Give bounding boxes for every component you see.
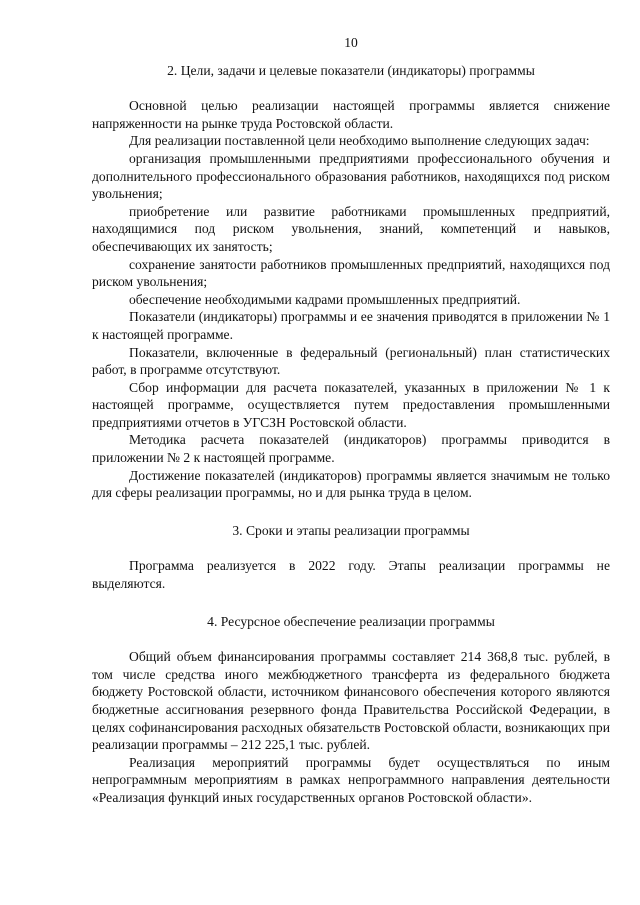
section-resources xyxy=(92,613,610,807)
paragraph: Программа реализуется в 2022 году. Этапы реализации программы не выделяются. xyxy=(92,558,610,592)
list-item: обеспечение необходимыми кадрами промышленных предприятий. xyxy=(129,291,521,307)
paragraph: Сбор информации для расчета показателей, указанных в приложении № 1 к настоящей программе, осуществляется путем предоставления промышленными предприятиями отчетов в УГСЗН Ростовской области. xyxy=(92,379,610,430)
page-number: 10 xyxy=(344,35,358,50)
list-item: сохранение занятости работников промышленных предприятий, находящихся под риском увольнения; xyxy=(92,256,610,290)
section-timeline xyxy=(92,522,610,593)
paragraph: Общий объем финансирования программы составляет 214 368,8 тыс. рублей, в том числе средства иного межбюджетного трансферта из федерального бюджета бюджету Ростовской области, источником финансового обеспечения которого являются бюджетные ассигнования резервного фонда Правительства Российской Федерации, в целях софинансирования расходных обязательств Ростовской области, возникающих при реализации программы – 212 225,1 тыс. рублей. xyxy=(92,649,610,753)
section-goals xyxy=(92,62,610,502)
section-heading: 3. Сроки и этапы реализации программы xyxy=(232,522,470,538)
document-page xyxy=(92,34,610,807)
paragraph: Реализация мероприятий программы будет осуществляться по иным непрограммным мероприятиям в рамках непрограммного направления деятельности «Реализация функций иных государственных органов Ростовской области». xyxy=(92,754,610,805)
paragraph: Для реализации поставленной цели необходимо выполнение следующих задач: xyxy=(129,133,590,149)
paragraph: Показатели, включенные в федеральный (региональный) план статистических работ, в программе отсутствуют. xyxy=(92,344,610,378)
paragraph: Достижение показателей (индикаторов) программы является значимым не только для сферы реализации программы, но и для рынка труда в целом. xyxy=(92,467,610,501)
paragraph: Методика расчета показателей (индикаторов) программы приводится в приложении № 2 к настоящей программе. xyxy=(92,432,610,466)
section-heading: 2. Цели, задачи и целевые показатели (индикаторы) программы xyxy=(167,62,535,78)
list-item: организация промышленными предприятиями профессионального обучения и дополнительного профессионального образования работников, находящихся под риском увольнения; xyxy=(92,150,610,202)
paragraph: Показатели (индикаторы) программы и ее значения приводятся в приложении № 1 к настоящей программе. xyxy=(92,309,610,342)
list-item: приобретение или развитие работниками промышленных предприятий, находящимися под риском увольнения, знаний, компетенций и навыков, обеспечивающих их занятость; xyxy=(92,203,610,254)
section-heading: 4. Ресурсное обеспечение реализации программы xyxy=(207,613,495,629)
paragraph: Основной целью реализации настоящей программы является снижение напряженности на рынке труда Ростовской области. xyxy=(92,98,610,131)
